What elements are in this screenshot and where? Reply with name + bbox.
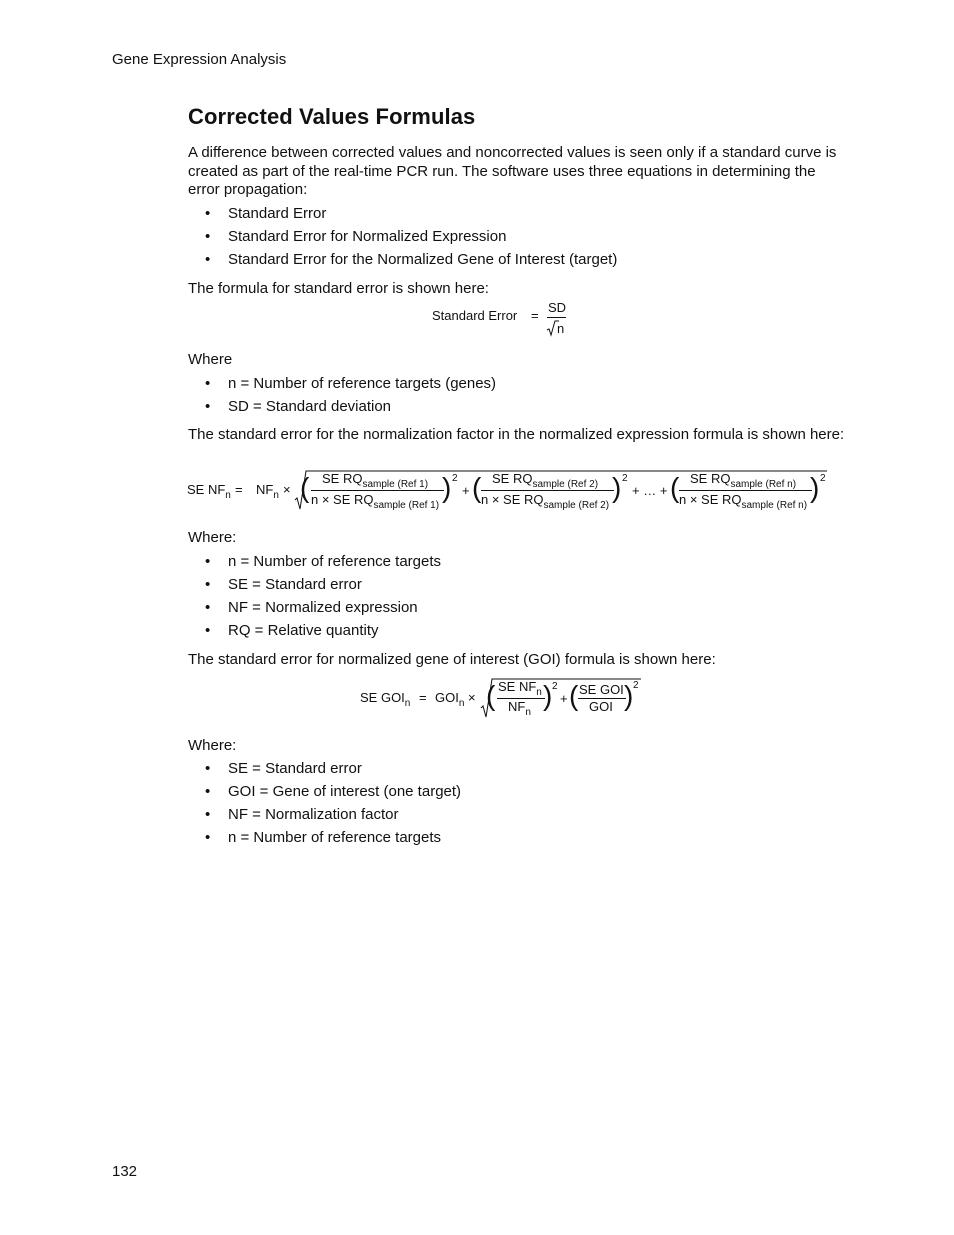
term-denominator: GOI: [589, 699, 613, 714]
equations-list: [188, 205, 617, 274]
close-paren: ): [442, 472, 452, 503]
formula-lhs: SE $NF_n$: [187, 482, 231, 501]
term-numerator: SE $RQ_{sample (Ref 1)}$: [322, 471, 429, 490]
page-number: 132: [112, 1163, 138, 1180]
open-paren: (: [569, 680, 579, 711]
list-item: • GOI = Gene of interest (one target): [188, 783, 461, 806]
goi-intro: The standard error for normalized gene of interest (GOI) formula is shown here:: [188, 651, 716, 668]
open-paren: (: [670, 472, 680, 503]
fraction-bar: [679, 490, 812, 491]
plus-sign: +: [462, 483, 470, 498]
term-numerator: SE $RQ_{sample (Ref n)}$: [690, 471, 797, 490]
list-item: • n = Number of reference targets: [188, 829, 461, 852]
list-item: • SD = Standard deviation: [188, 398, 496, 421]
open-paren: (: [486, 680, 496, 711]
term-numerator: SE $NF_n$: [498, 679, 542, 698]
exponent: 2: [820, 473, 826, 484]
fraction-bar: [547, 317, 566, 318]
list-item: • n = Number of reference targets: [188, 553, 441, 576]
exponent: 2: [552, 681, 558, 692]
formula-factor: $GOI_n$: [435, 690, 465, 709]
term-denominator: n × SE $RQ_{sample (Ref 2)}$: [481, 492, 610, 511]
plus-sign: +: [560, 691, 568, 706]
where-label: Where:: [188, 737, 237, 754]
equals-sign: =: [531, 308, 539, 323]
where-label: Where: [188, 351, 233, 368]
se-intro: The formula for standard error is shown here:: [188, 280, 489, 297]
section-title: Corrected Values Formulas: [188, 104, 476, 129]
close-paren: ): [612, 472, 622, 503]
formula-factor: $NF_n$: [256, 482, 279, 501]
formula-lhs: SE $GOI_n$: [360, 690, 411, 709]
intro-paragraph: A difference between corrected values and noncorrected values is seen only if a standard curve is created as part of the real-time PCR run. The software uses three equations in determining the error propagation:: [188, 144, 837, 198]
times-sign: ×: [468, 690, 476, 705]
term-numerator: SE GOI: [579, 682, 624, 697]
term-numerator: SE $RQ_{sample (Ref 2)}$: [492, 471, 599, 490]
list-item: • RQ = Relative quantity: [188, 622, 441, 645]
list-item: • NF = Normalization factor: [188, 806, 461, 829]
equals-sign: =: [419, 690, 427, 705]
formula-numerator: SD: [548, 300, 567, 315]
formula-denominator: n: [557, 321, 565, 336]
close-paren: ): [624, 680, 634, 711]
equals-sign: =: [235, 482, 243, 497]
list-item: • NF = Normalized expression: [188, 599, 441, 622]
list-item: • Standard Error for the Normalized Gene of Interest (target): [188, 251, 617, 274]
list-item: • SE = Standard error: [188, 760, 461, 783]
formula-lhs: Standard Error: [432, 308, 518, 323]
list-item: • SE = Standard error: [188, 576, 441, 599]
times-sign: ×: [283, 482, 291, 497]
term-denominator: n × SE $RQ_{sample (Ref 1)}$: [311, 492, 440, 511]
open-paren: (: [472, 472, 482, 503]
sqrt-icon: [547, 321, 557, 337]
nf-intro: The standard error for the normalization factor in the normalized expression formula is shown here:: [188, 426, 845, 443]
list-item: • Standard Error: [188, 205, 617, 228]
ellipsis-sign: + … +: [632, 483, 668, 498]
exponent: 2: [452, 473, 458, 484]
where-label: Where:: [188, 529, 237, 546]
exponent: 2: [633, 680, 639, 691]
close-paren: ): [543, 680, 553, 711]
list-item: • n = Number of reference targets (genes): [188, 375, 496, 398]
fraction-bar: [311, 490, 444, 491]
running-header: Gene Expression Analysis: [112, 51, 287, 68]
term-denominator: $NF_n$: [508, 699, 531, 718]
open-paren: (: [300, 472, 310, 503]
term-denominator: n × SE $RQ_{sample (Ref n)}$: [679, 492, 808, 511]
exponent: 2: [622, 473, 628, 484]
where-list: [188, 553, 441, 645]
where-list: [188, 760, 461, 852]
close-paren: ): [810, 472, 820, 503]
where-list: [188, 375, 496, 421]
list-item: • Standard Error for Normalized Expression: [188, 228, 617, 251]
fraction-bar: [481, 490, 614, 491]
